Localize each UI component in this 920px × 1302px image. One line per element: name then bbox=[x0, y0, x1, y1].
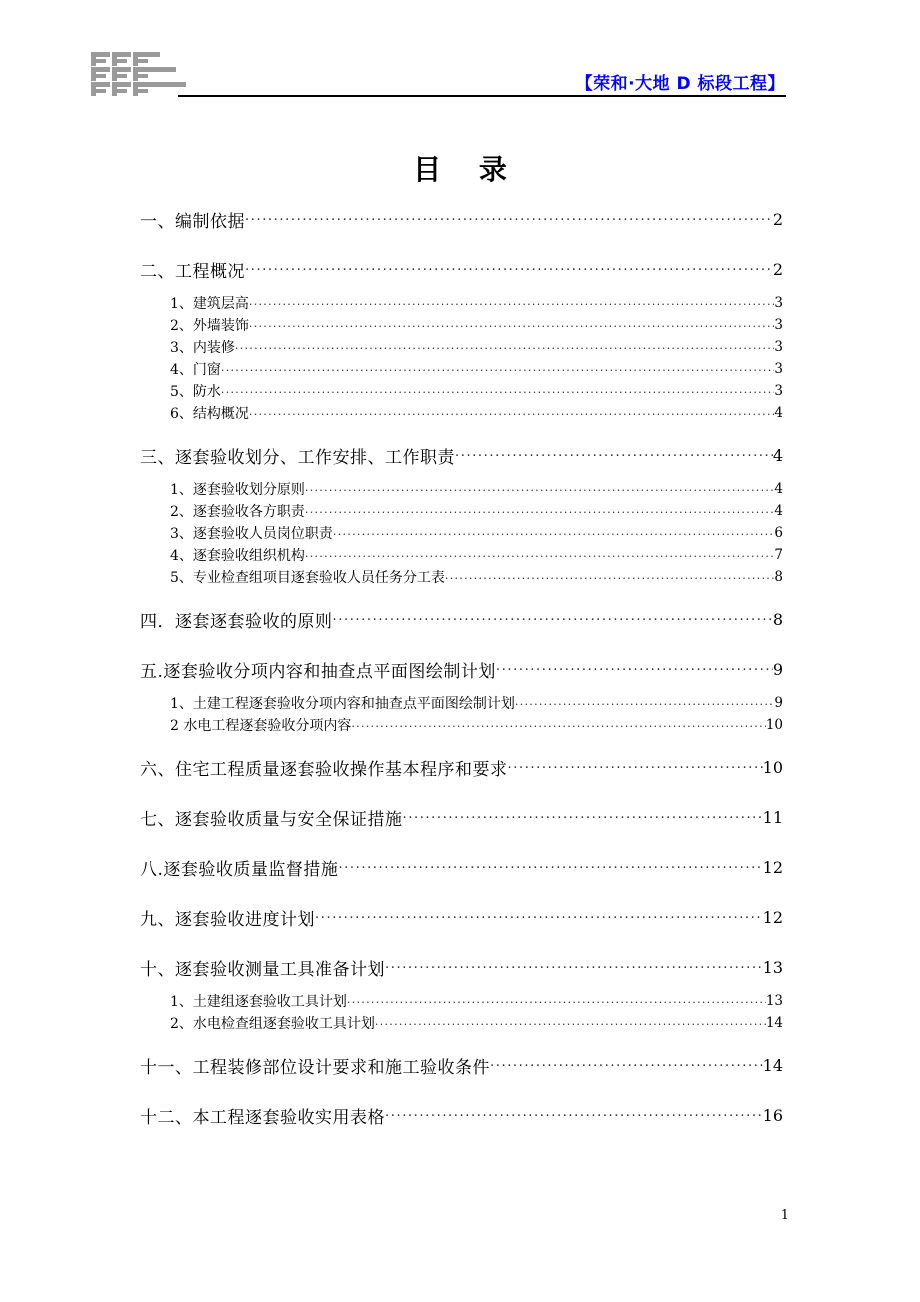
toc-entry-page-number: 12 bbox=[762, 907, 783, 927]
toc-dot-leader bbox=[333, 611, 773, 628]
toc-entry-label: 十二、本工程逐套验收实用表格 bbox=[140, 1107, 385, 1128]
toc-entry-label: 五.逐套验收分项内容和抽查点平面图绘制计划 bbox=[140, 661, 496, 682]
toc-entry-label: 九、逐套验收进度计划 bbox=[140, 909, 315, 930]
toc-entry-label: 5、防水 bbox=[170, 384, 221, 400]
toc-entry-page-number: 13 bbox=[762, 957, 783, 977]
toc-dot-leader bbox=[490, 1057, 763, 1074]
toc-dot-leader bbox=[221, 362, 774, 376]
toc-dot-leader bbox=[508, 759, 763, 776]
toc-spacer bbox=[0, 736, 920, 748]
toc-entry[interactable] bbox=[0, 292, 920, 314]
toc-entry[interactable] bbox=[0, 250, 920, 288]
toc-dot-leader bbox=[305, 482, 774, 496]
toc-spacer bbox=[0, 1034, 920, 1046]
toc-entry-page-number: 8 bbox=[772, 609, 783, 629]
toc-spacer bbox=[0, 424, 920, 436]
toc-dot-leader bbox=[315, 909, 763, 926]
toc-dot-leader bbox=[245, 211, 773, 228]
toc-dot-leader bbox=[305, 504, 774, 518]
toc-dot-leader bbox=[235, 340, 774, 354]
toc-dot-leader bbox=[245, 261, 773, 278]
toc-entry-label: 6、结构概况 bbox=[170, 406, 249, 422]
logo-row bbox=[91, 67, 186, 81]
toc-entry-label: 一、编制依据 bbox=[140, 211, 245, 232]
toc-entry[interactable] bbox=[0, 402, 920, 424]
toc-entry-label: 六、住宅工程质量逐套验收操作基本程序和要求 bbox=[140, 759, 508, 780]
toc-dot-leader bbox=[338, 859, 762, 876]
header-divider bbox=[178, 95, 786, 97]
toc-entry-label: 十、逐套验收测量工具准备计划 bbox=[140, 959, 385, 980]
toc-entry-page-number: 9 bbox=[774, 695, 783, 711]
toc-entry-label: 5、专业检查组项目逐套验收人员任务分工表 bbox=[170, 570, 445, 586]
toc-dot-leader bbox=[249, 296, 774, 310]
toc-entry-page-number: 4 bbox=[772, 445, 783, 465]
toc-dot-leader bbox=[249, 406, 774, 420]
toc-entry[interactable] bbox=[0, 478, 920, 500]
toc-entry-page-number: 2 bbox=[772, 259, 783, 279]
toc-entry[interactable] bbox=[0, 336, 920, 358]
toc-dot-leader bbox=[515, 696, 775, 710]
toc-entry-page-number: 14 bbox=[762, 1055, 783, 1075]
toc-spacer bbox=[0, 886, 920, 898]
toc-entry[interactable] bbox=[0, 990, 920, 1012]
table-of-contents bbox=[0, 200, 920, 1134]
company-logo-icon bbox=[91, 52, 186, 98]
toc-dot-leader bbox=[333, 526, 774, 540]
toc-entry[interactable] bbox=[0, 200, 920, 238]
toc-entry-label: 1、建筑层高 bbox=[170, 296, 249, 312]
toc-entry-label: 2、水电检查组逐套验收工具计划 bbox=[170, 1016, 375, 1032]
toc-entry-label: 2、逐套验收各方职责 bbox=[170, 504, 305, 520]
toc-dot-leader bbox=[496, 661, 773, 678]
toc-dot-leader bbox=[403, 809, 763, 826]
toc-dot-leader bbox=[305, 548, 774, 562]
toc-entry-page-number: 14 bbox=[765, 1015, 783, 1031]
toc-spacer bbox=[0, 1084, 920, 1096]
toc-entry-page-number: 16 bbox=[762, 1105, 783, 1125]
toc-entry[interactable] bbox=[0, 600, 920, 638]
toc-dot-leader bbox=[445, 570, 775, 584]
toc-entry[interactable] bbox=[0, 436, 920, 474]
toc-dot-leader bbox=[351, 718, 765, 732]
toc-entry-label: 2 水电工程逐套验收分项内容 bbox=[170, 718, 352, 734]
toc-entry-page-number: 3 bbox=[774, 361, 783, 377]
page-header bbox=[0, 0, 920, 110]
toc-entry[interactable] bbox=[0, 848, 920, 886]
toc-entry[interactable] bbox=[0, 948, 920, 986]
toc-entry[interactable] bbox=[0, 500, 920, 522]
footer-page-number: 1 bbox=[780, 1208, 789, 1223]
toc-entry[interactable] bbox=[0, 1096, 920, 1134]
toc-entry-page-number: 4 bbox=[774, 481, 783, 497]
toc-dot-leader bbox=[375, 1016, 766, 1030]
toc-spacer bbox=[0, 936, 920, 948]
toc-entry-label: 四．逐套逐套验收的原则 bbox=[140, 611, 333, 632]
toc-entry-page-number: 4 bbox=[774, 405, 783, 421]
logo-row bbox=[91, 82, 186, 96]
toc-dot-leader bbox=[455, 447, 773, 464]
toc-entry-label: 4、逐套验收组织机构 bbox=[170, 548, 305, 564]
toc-entry-page-number: 2 bbox=[772, 209, 783, 229]
toc-entry-page-number: 11 bbox=[762, 807, 783, 827]
toc-entry[interactable] bbox=[0, 522, 920, 544]
toc-entry-page-number: 9 bbox=[772, 659, 783, 679]
toc-entry-page-number: 3 bbox=[774, 339, 783, 355]
toc-entry[interactable] bbox=[0, 798, 920, 836]
toc-entry[interactable] bbox=[0, 1046, 920, 1084]
toc-entry[interactable] bbox=[0, 714, 920, 736]
toc-entry-label: 二、工程概况 bbox=[140, 261, 245, 282]
toc-entry[interactable] bbox=[0, 898, 920, 936]
toc-entry-label: 3、内装修 bbox=[170, 340, 235, 356]
toc-dot-leader bbox=[385, 1107, 763, 1124]
toc-entry[interactable] bbox=[0, 544, 920, 566]
toc-entry[interactable] bbox=[0, 380, 920, 402]
toc-entry[interactable] bbox=[0, 358, 920, 380]
toc-entry-label: 2、外墙装饰 bbox=[170, 318, 249, 334]
toc-dot-leader bbox=[385, 959, 763, 976]
toc-entry[interactable] bbox=[0, 566, 920, 588]
toc-dot-leader bbox=[221, 384, 774, 398]
toc-entry[interactable] bbox=[0, 748, 920, 786]
toc-entry-page-number: 12 bbox=[762, 857, 783, 877]
project-title: 【荣和·大地 D 标段工程】 bbox=[575, 74, 785, 94]
toc-entry[interactable] bbox=[0, 650, 920, 688]
toc-entry-page-number: 10 bbox=[762, 757, 783, 777]
toc-spacer bbox=[0, 836, 920, 848]
toc-entry[interactable] bbox=[0, 1012, 920, 1034]
toc-entry-page-number: 6 bbox=[774, 525, 783, 541]
toc-entry-label: 1、土建工程逐套验收分项内容和抽查点平面图绘制计划 bbox=[170, 696, 515, 712]
logo-row bbox=[91, 52, 186, 66]
toc-entry[interactable] bbox=[0, 692, 920, 714]
toc-entry-label: 三、逐套验收划分、工作安排、工作职责 bbox=[140, 447, 455, 468]
toc-entry-page-number: 3 bbox=[774, 317, 783, 333]
toc-entry-label: 七、逐套验收质量与安全保证措施 bbox=[140, 809, 403, 830]
toc-entry-page-number: 3 bbox=[774, 383, 783, 399]
toc-entry[interactable] bbox=[0, 314, 920, 336]
toc-entry-page-number: 7 bbox=[774, 547, 783, 563]
toc-entry-page-number: 3 bbox=[774, 295, 783, 311]
toc-entry-label: 八.逐套验收质量监督措施 bbox=[140, 859, 339, 880]
toc-entry-label: 十一、工程装修部位设计要求和施工验收条件 bbox=[140, 1057, 490, 1078]
toc-spacer bbox=[0, 588, 920, 600]
toc-entry-page-number: 4 bbox=[774, 503, 783, 519]
toc-dot-leader bbox=[347, 994, 766, 1008]
toc-entry-label: 1、土建组逐套验收工具计划 bbox=[170, 994, 347, 1010]
toc-entry-page-number: 8 bbox=[774, 569, 783, 585]
toc-dot-leader bbox=[249, 318, 774, 332]
toc-spacer bbox=[0, 786, 920, 798]
toc-entry-label: 4、门窗 bbox=[170, 362, 221, 378]
toc-entry-page-number: 10 bbox=[765, 717, 783, 733]
toc-spacer bbox=[0, 238, 920, 250]
toc-entry-page-number: 13 bbox=[765, 993, 783, 1009]
toc-spacer bbox=[0, 638, 920, 650]
page-title: 目 录 bbox=[413, 153, 521, 186]
toc-entry-label: 3、逐套验收人员岗位职责 bbox=[170, 526, 333, 542]
toc-entry-label: 1、逐套验收划分原则 bbox=[170, 482, 305, 498]
